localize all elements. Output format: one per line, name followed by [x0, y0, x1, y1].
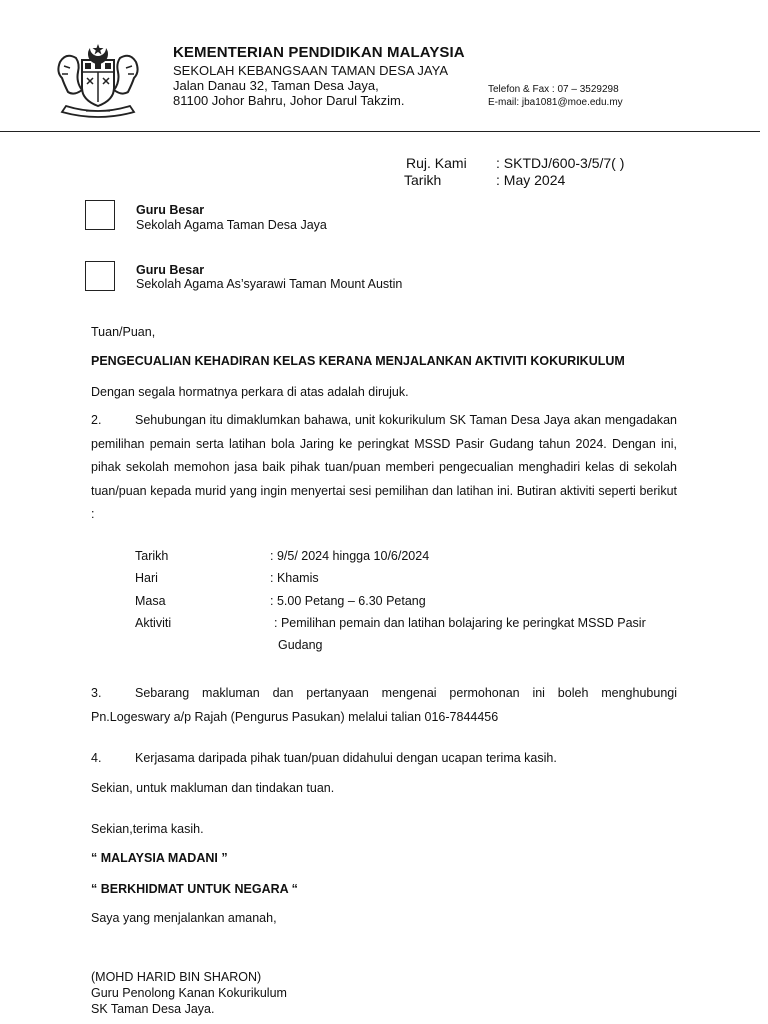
paragraph-2-text: Sehubungan itu dimaklumkan bahawa, unit kokurikulum SK Taman Desa Jaya akan mengadakan pemilihan pemain serta latihan bola Jaring ke peringkat MSSD Pasir Gudang tahun 2024. Dengan ini, pihak sekolah memohon jasa baik pihak tuan/puan memberi pengecualian menghadiri kelas di sekolah tuan/puan kepada murid yang ingin menyertai sesi pemilihan dan latihan ini. Butiran aktiviti seperti berikut : — [91, 413, 677, 522]
address-line-2: 81100 Johor Bahru, Johor Darul Takzim. — [173, 93, 405, 108]
recipient-school-2: Sekolah Agama As’syarawi Taman Mount Austin — [136, 277, 403, 291]
ref-value: : SKTDJ/600-3/5/7( ) — [496, 155, 625, 171]
date-value: : May 2024 — [496, 172, 566, 188]
signatory-position: Guru Penolong Kanan Kokurikulum — [91, 986, 287, 1000]
trust-line: Saya yang menjalankan amanah, — [91, 911, 277, 925]
paragraph-3 — [91, 682, 677, 729]
paragraph-4-text: Kerjasama daripada pihak tuan/puan didahului dengan ucapan terima kasih. — [135, 751, 557, 765]
paragraph-2-number: 2. — [91, 413, 102, 427]
recipient-title-1: Guru Besar — [136, 203, 205, 217]
detail-value-aktiviti-cont: Gudang — [278, 638, 323, 652]
detail-label-hari: Hari — [135, 571, 158, 585]
slogan-malaysia-madani: “ MALAYSIA MADANI ” — [91, 851, 228, 865]
detail-label-masa: Masa — [135, 594, 166, 608]
slogan-berkhidmat: “ BERKHIDMAT UNTUK NEGARA “ — [91, 882, 298, 896]
detail-value-masa: : 5.00 Petang – 6.30 Petang — [270, 594, 426, 608]
recipient-title-2: Guru Besar — [136, 263, 205, 277]
ref-label: Ruj. Kami — [406, 155, 467, 171]
detail-value-tarikh: : 9/5/ 2024 hingga 10/6/2024 — [270, 549, 430, 563]
recipient-school-1: Sekolah Agama Taman Desa Jaya — [136, 218, 327, 232]
phone-fax: Telefon & Fax : 07 – 3529298 — [488, 84, 619, 95]
address-line-1: Jalan Danau 32, Taman Desa Jaya, — [173, 78, 379, 93]
letter-subject: PENGECUALIAN KEHADIRAN KELAS KERANA MENJALANKAN AKTIVITI KOKURIKULUM — [91, 354, 625, 368]
signatory-name: (MOHD HARID BIN SHARON) — [91, 970, 262, 984]
ministry-name: KEMENTERIAN PENDIDIKAN MALAYSIA — [173, 44, 465, 61]
paragraph-2 — [91, 409, 677, 527]
detail-value-hari: : Khamis — [270, 571, 319, 585]
malaysia-coat-of-arms-icon — [52, 42, 144, 118]
paragraph-3-text: Sebarang makluman dan pertanyaan mengenai permohonan ini boleh menghubungi Pn.Logeswary a/p Rajah (Pengurus Pasukan) melalui talian 016-7844456 — [91, 686, 677, 724]
email-address: E-mail: jba1081@moe.edu.my — [488, 97, 623, 108]
paragraph-3-number: 3. — [91, 686, 102, 700]
salutation: Tuan/Puan, — [91, 325, 156, 339]
signatory-school: SK Taman Desa Jaya. — [91, 1002, 215, 1016]
school-name: SEKOLAH KEBANGSAAN TAMAN DESA JAYA — [173, 63, 449, 78]
header-divider — [0, 131, 760, 132]
recipient-checkbox-1[interactable] — [85, 200, 115, 230]
recipient-checkbox-2[interactable] — [85, 261, 115, 291]
date-label: Tarikh — [404, 172, 442, 188]
detail-label-aktiviti: Aktiviti — [135, 616, 172, 630]
detail-value-aktiviti: : Pemilihan pemain dan latihan bolajaring ke peringkat MSSD Pasir — [274, 616, 646, 630]
closing-line-2: Sekian,terima kasih. — [91, 822, 204, 836]
paragraph-4-number: 4. — [91, 751, 102, 765]
detail-label-tarikh: Tarikh — [135, 549, 169, 563]
opening-line: Dengan segala hormatnya perkara di atas adalah dirujuk. — [91, 385, 409, 399]
closing-line-1: Sekian, untuk makluman dan tindakan tuan. — [91, 781, 335, 795]
